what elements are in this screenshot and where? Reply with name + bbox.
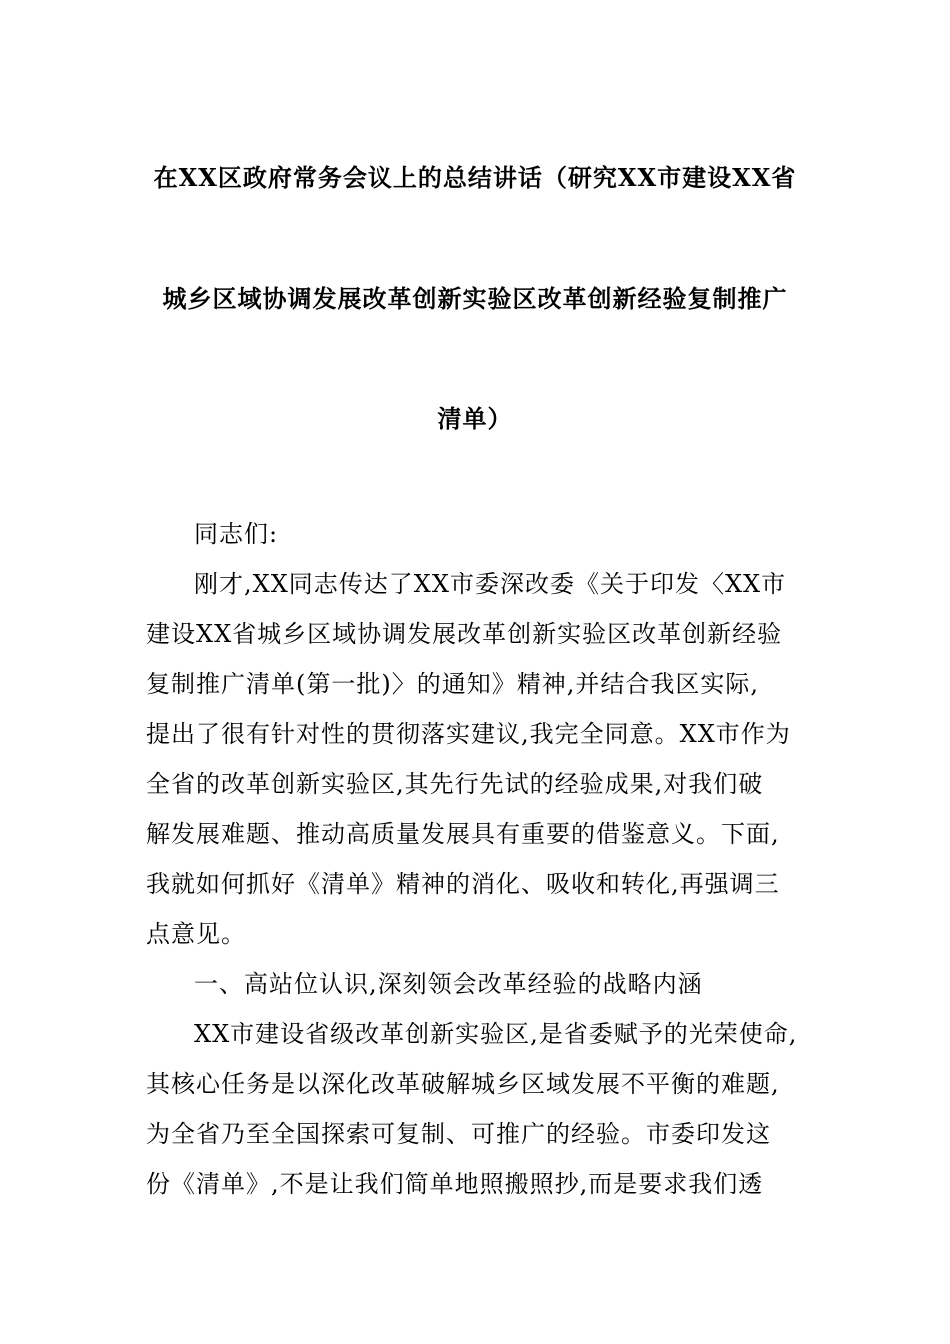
section-heading-1: [146, 959, 822, 1009]
paragraph-1-line: 刚才,XX同志传达了XX市委深改委《关于印发〈XX市: [194, 570, 787, 598]
document-title-line-2: 城乡区域协调发展改革创新实验区改革创新经验复制推广: [162, 284, 788, 313]
document-title-line-1: 在XX区政府常务会议上的总结讲话（研究XX市建设XX省: [153, 163, 797, 192]
paragraph-2: [146, 1009, 822, 1209]
paragraph-1-line: 全省的改革创新实验区,其先行先试的经验成果,对我们破: [146, 770, 764, 798]
paragraph-1-line: 点意见。: [146, 920, 246, 948]
paragraph-1-line: 建设XX省城乡区域协调发展改革创新实验区改革创新经验: [146, 620, 783, 648]
paragraph-1-line: 复制推广清单(第一批)〉的通知》精神,并结合我区实际,: [146, 670, 759, 698]
paragraph-2-line: 为全省乃至全国探索可复制、可推广的经验。市委印发这: [146, 1120, 771, 1148]
paragraph-2-line: XX市建设省级改革创新实验区,是省委赋予的光荣使命,: [194, 1020, 798, 1048]
document-body: [146, 509, 822, 1209]
paragraph-1-line: 提出了很有针对性的贯彻落实建议,我完全同意。XX市作为: [146, 720, 791, 748]
paragraph-1-line: 解发展难题、推动高质量发展具有重要的借鉴意义。下面,: [146, 820, 780, 848]
paragraph-2-line: 份《清单》,不是让我们简单地照搬照抄,而是要求我们透: [146, 1170, 764, 1198]
paragraph-1: [146, 559, 822, 959]
section-heading-1-text: 一、高站位认识,深刻领会改革经验的战略内涵: [194, 970, 703, 998]
paragraph-2-line: 其核心任务是以深化改革破解城乡区域发展不平衡的难题,: [146, 1070, 780, 1098]
salutation-text: 同志们:: [194, 520, 279, 548]
paragraph-1-line: 我就如何抓好《清单》精神的消化、吸收和转化,再强调三: [146, 870, 780, 898]
document-title-line-3: 清单）: [437, 404, 513, 433]
salutation: [146, 509, 822, 559]
